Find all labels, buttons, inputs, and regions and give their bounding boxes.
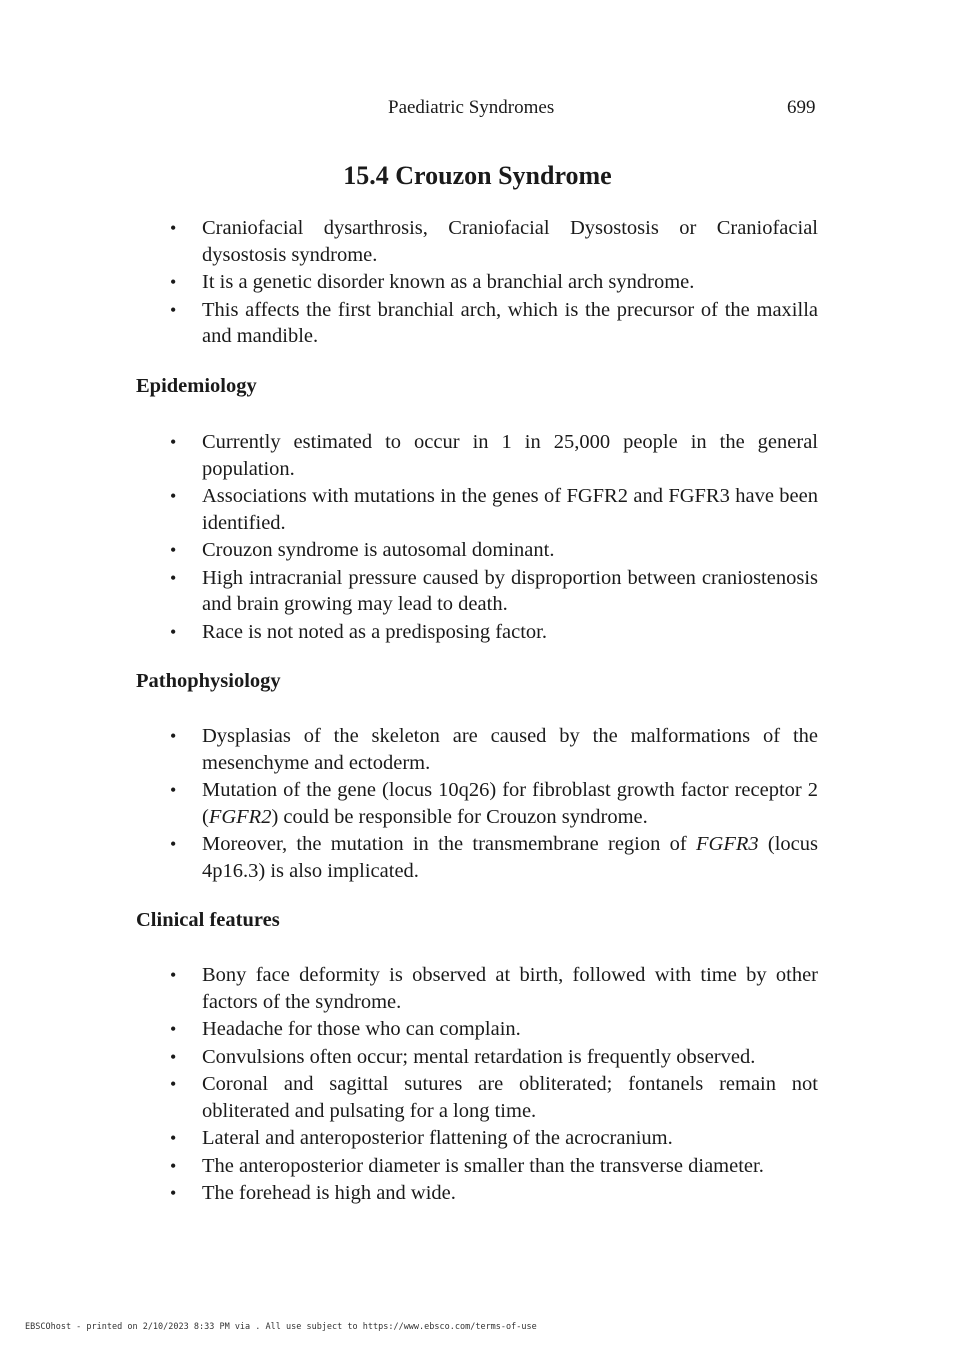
list-item-text: Headache for those who can complain. (202, 1018, 521, 1040)
print-footer: EBSCOhost - printed on 2/10/2023 8:33 PM via . All use subject to https://www.ebsco.com/terms-of-use (25, 1322, 537, 1332)
list-item (136, 1044, 818, 1071)
running-header (0, 97, 955, 121)
bullet-icon: • (170, 486, 177, 506)
chapter-title: 15.4 Crouzon Syndrome (343, 161, 612, 190)
list-item (136, 1125, 818, 1152)
list-item-text: Lateral and anteroposterior flattening of the acrocranium. (202, 1127, 673, 1149)
list-item-text: This affects the first branchial arch, which is the precursor of the maxilla and mandible. (202, 298, 818, 347)
bullet-icon: • (170, 1074, 177, 1094)
clinical-features-heading: Clinical features (136, 909, 280, 931)
clinical-features-bullet-list (136, 962, 818, 1208)
list-item-text: Currently estimated to occur in 1 in 25,000 people in the general population. (202, 431, 818, 480)
bullet-icon: • (170, 432, 177, 452)
running-title: Paediatric Syndromes (388, 97, 555, 118)
list-item-text: Crouzon syndrome is autosomal dominant. (202, 539, 555, 561)
pathophysiology-heading: Pathophysiology (136, 670, 281, 692)
list-item (136, 1016, 818, 1043)
list-item-text: Coronal and sagittal sutures are obliterated; fontanels remain not obliterated and pulsating for a long time. (202, 1073, 818, 1122)
list-item (136, 831, 818, 884)
bullet-icon: • (170, 780, 177, 800)
gene-name-italic: FGFR3 (696, 833, 759, 855)
bullet-icon: • (170, 567, 177, 588)
list-item-text: Convulsions often occur; mental retardation is frequently observed. (202, 1045, 756, 1068)
list-item (136, 962, 818, 1015)
pathophysiology-bullet-list (136, 723, 818, 885)
bullet-icon: • (170, 621, 177, 642)
list-item-text: It is a genetic disorder known as a branchial arch syndrome. (202, 271, 695, 293)
list-item (136, 537, 818, 564)
list-item (136, 565, 818, 618)
list-item (136, 723, 818, 776)
text-run: ) could be responsible for Crouzon syndrome. (271, 805, 648, 828)
gene-name-italic: FGFR2 (208, 805, 272, 828)
bullet-icon: • (170, 1019, 177, 1039)
bullet-icon: • (170, 1046, 177, 1067)
list-item-text (202, 833, 818, 882)
list-item-text: Craniofacial dysarthrosis, Craniofacial Dysostosis or Craniofacial dysostosis syndrome. (202, 217, 818, 266)
list-item-text: Associations with mutations in the genes of FGFR2 and FGFR3 have been identified. (202, 485, 818, 534)
bullet-icon: • (170, 1155, 177, 1176)
list-item-text: High intracranial pressure caused by disproportion between craniostenosis and brain growing may lead to death. (202, 566, 818, 615)
list-item-text: Bony face deformity is observed at birth, followed with time by other factors of the syndrome. (202, 964, 818, 1013)
list-item (136, 1153, 818, 1180)
bullet-icon: • (170, 299, 177, 320)
list-item (136, 1180, 818, 1207)
text-run: Mutation of the gene (locus 10q26) for fibroblast growth factor receptor 2 ( (202, 779, 818, 828)
bullet-icon: • (170, 726, 177, 746)
list-item-text: The anteroposterior diameter is smaller than the transverse diameter. (202, 1154, 764, 1177)
bullet-icon: • (170, 272, 177, 292)
list-item (136, 1071, 818, 1124)
page-number: 699 (787, 97, 816, 118)
bullet-icon: • (170, 1183, 177, 1203)
list-item (136, 297, 818, 350)
text-run: (locus 4p16.3) is also implicated. (202, 833, 818, 882)
intro-bullet-list (136, 215, 818, 351)
bullet-icon: • (170, 1128, 177, 1148)
epidemiology-bullet-list (136, 429, 818, 646)
list-item (136, 429, 818, 482)
epidemiology-heading: Epidemiology (136, 375, 257, 397)
list-item (136, 483, 818, 536)
bullet-icon: • (170, 834, 177, 854)
list-item (136, 777, 818, 830)
text-run: Moreover, the mutation in the transmembrane region of (202, 833, 696, 855)
list-item-text: Dysplasias of the skeleton are caused by the malformations of the mesenchyme and ectoderm. (202, 725, 818, 774)
list-item-text: Race is not noted as a predisposing factor. (202, 620, 547, 643)
bullet-icon: • (170, 218, 177, 238)
list-item (136, 269, 818, 296)
list-item (136, 619, 818, 646)
list-item-text (202, 779, 818, 828)
bullet-icon: • (170, 965, 177, 985)
bullet-icon: • (170, 540, 177, 560)
list-item (136, 215, 818, 268)
list-item-text: The forehead is high and wide. (202, 1182, 456, 1204)
